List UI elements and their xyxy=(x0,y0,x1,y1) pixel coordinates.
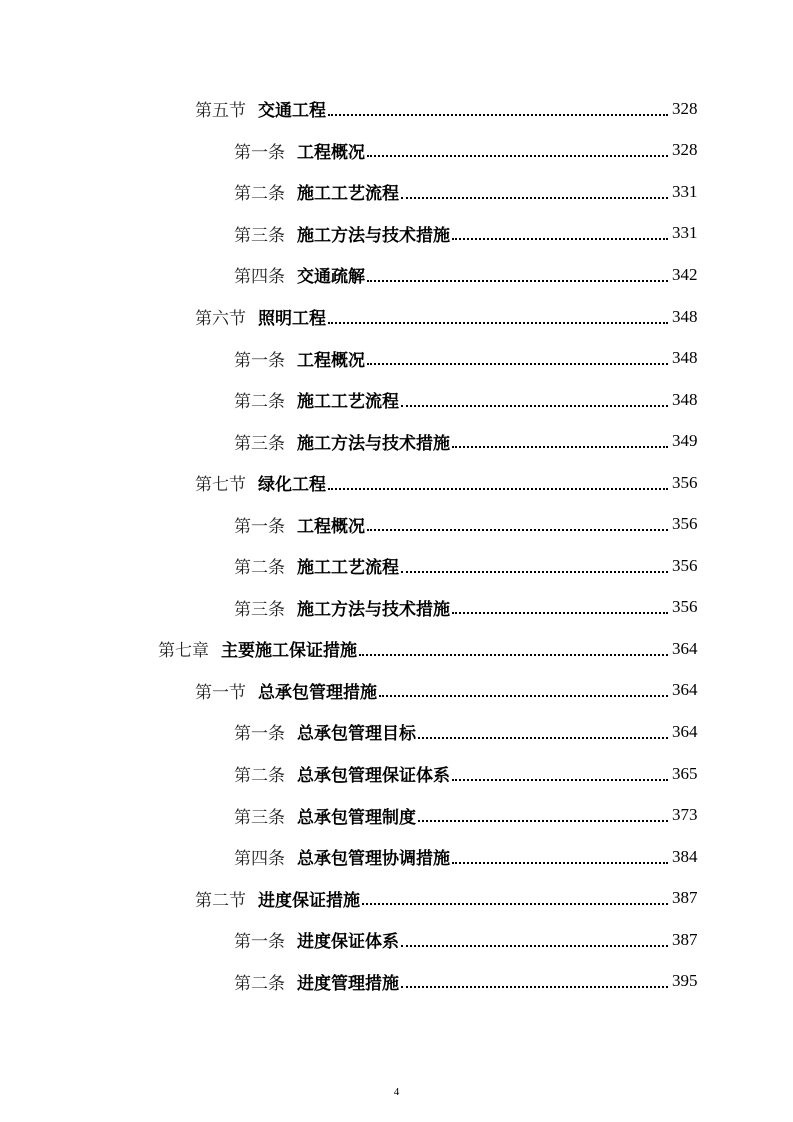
toc-entry-article[interactable] xyxy=(0,379,793,421)
toc-entry-label: 第二条 xyxy=(234,766,285,787)
page-number: 4 xyxy=(393,1086,400,1098)
toc-entry-label: 第三条 xyxy=(234,225,285,246)
toc-dot-leader xyxy=(401,986,668,988)
toc-dot-leader xyxy=(367,280,668,282)
toc-entry-label: 第四条 xyxy=(234,267,285,288)
toc-entry-article[interactable] xyxy=(0,503,793,545)
toc-entry-title: 进度保证措施 xyxy=(258,890,360,911)
toc-entry-label: 第一条 xyxy=(234,932,285,953)
toc-entry-title: 工程概况 xyxy=(297,142,365,163)
toc-entry-article[interactable] xyxy=(0,919,793,961)
toc-entry-article[interactable] xyxy=(0,794,793,836)
toc-entry-title: 总承包管理制度 xyxy=(297,807,416,828)
toc-entry-article[interactable] xyxy=(0,337,793,379)
toc-entry-title: 工程概况 xyxy=(297,350,365,371)
toc-entry-title: 交通疏解 xyxy=(297,267,365,288)
toc-entry-label: 第一节 xyxy=(195,682,246,703)
toc-entry-label: 第二条 xyxy=(234,392,285,413)
toc-dot-leader xyxy=(452,779,668,781)
toc-entry-article[interactable] xyxy=(0,545,793,587)
toc-entry-title: 交通工程 xyxy=(258,101,326,122)
toc-entry-label: 第一条 xyxy=(234,142,285,163)
toc-entry-page: 356 xyxy=(672,472,698,492)
toc-entry-label: 第二条 xyxy=(234,973,285,994)
toc-entry-label: 第二节 xyxy=(195,890,246,911)
toc-dot-leader xyxy=(401,197,668,199)
toc-entry-page: 328 xyxy=(672,98,698,118)
toc-dot-leader xyxy=(367,363,668,365)
toc-entry-page: 328 xyxy=(672,140,698,160)
toc-dot-leader xyxy=(401,571,668,573)
toc-entry-label: 第一条 xyxy=(234,350,285,371)
toc-entry-article[interactable] xyxy=(0,960,793,1002)
toc-entry-label: 第一条 xyxy=(234,724,285,745)
toc-entry-page: 364 xyxy=(672,638,698,658)
toc-entry-title: 施工方法与技术措施 xyxy=(297,433,450,454)
toc-entry-article[interactable] xyxy=(0,130,793,172)
toc-dot-leader xyxy=(328,322,668,324)
toc-entry-page: 373 xyxy=(672,805,698,825)
toc-entry-page: 364 xyxy=(672,680,698,700)
toc-dot-leader xyxy=(328,114,668,116)
toc-entry-page: 356 xyxy=(672,514,698,534)
toc-entry-page: 349 xyxy=(672,431,698,451)
toc-entry-title: 总承包管理保证体系 xyxy=(297,766,450,787)
toc-entry-title: 施工方法与技术措施 xyxy=(297,225,450,246)
toc-entry-section[interactable] xyxy=(0,462,793,504)
toc-entry-page: 356 xyxy=(672,555,698,575)
toc-entry-title: 施工方法与技术措施 xyxy=(297,599,450,620)
toc-entry-article[interactable] xyxy=(0,753,793,795)
toc-entry-label: 第四条 xyxy=(234,849,285,870)
toc-entry-page: 348 xyxy=(672,389,698,409)
toc-entry-section[interactable] xyxy=(0,296,793,338)
toc-entry-section[interactable] xyxy=(0,88,793,130)
toc-entry-article[interactable] xyxy=(0,711,793,753)
toc-dot-leader xyxy=(418,737,668,739)
toc-dot-leader xyxy=(452,862,668,864)
toc-entry-article[interactable] xyxy=(0,836,793,878)
toc-entry-label: 第三条 xyxy=(234,599,285,620)
toc-entry-page: 348 xyxy=(672,348,698,368)
toc-entry-label: 第六节 xyxy=(195,309,246,329)
toc-entry-title: 进度保证体系 xyxy=(297,932,399,953)
toc-dot-leader xyxy=(418,820,668,822)
toc-entry-page: 395 xyxy=(672,971,698,991)
toc-entry-page: 356 xyxy=(672,597,698,617)
toc-entry-page: 387 xyxy=(672,888,698,908)
toc-entry-article[interactable] xyxy=(0,587,793,629)
toc-entry-article[interactable] xyxy=(0,420,793,462)
toc-entry-label: 第七节 xyxy=(195,475,246,496)
toc-dot-leader xyxy=(379,695,668,697)
toc-entry-title: 施工工艺流程 xyxy=(297,184,399,205)
toc-entry-chapter[interactable] xyxy=(0,628,793,670)
toc-dot-leader xyxy=(362,903,668,905)
toc-entry-title: 总承包管理目标 xyxy=(297,724,416,745)
toc-dot-leader xyxy=(452,612,668,614)
toc-entry-label: 第三条 xyxy=(234,807,285,828)
toc-entry-article[interactable] xyxy=(0,171,793,213)
toc-dot-leader xyxy=(452,446,668,448)
toc-entry-title: 总承包管理协调措施 xyxy=(297,849,450,870)
toc-entry-title: 施工工艺流程 xyxy=(297,558,399,579)
toc-entry-article[interactable] xyxy=(0,213,793,255)
toc-dot-leader xyxy=(401,945,668,947)
toc-entry-label: 第二条 xyxy=(234,558,285,579)
toc-entry-page: 384 xyxy=(672,846,698,866)
toc-entry-title: 进度管理措施 xyxy=(297,973,399,994)
toc-entry-label: 第三条 xyxy=(234,433,285,454)
toc-entry-page: 348 xyxy=(672,306,698,326)
toc-entry-title: 照明工程 xyxy=(258,309,326,329)
toc-entry-label: 第一条 xyxy=(234,516,285,537)
toc-dot-leader xyxy=(401,405,668,407)
toc-entry-article[interactable] xyxy=(0,254,793,296)
toc-entry-section[interactable] xyxy=(0,670,793,712)
toc-dot-leader xyxy=(367,155,668,157)
toc-entry-page: 365 xyxy=(672,763,698,783)
toc-entry-label: 第二条 xyxy=(234,184,285,205)
toc-entry-section[interactable] xyxy=(0,877,793,919)
toc-dot-leader xyxy=(359,654,668,656)
toc-entry-page: 331 xyxy=(672,181,698,201)
toc-entry-title: 总承包管理措施 xyxy=(258,682,377,703)
toc-entry-page: 387 xyxy=(672,929,698,949)
toc-entry-title: 施工工艺流程 xyxy=(297,392,399,413)
toc-dot-leader xyxy=(328,488,668,490)
toc-entry-label: 第五节 xyxy=(195,101,246,122)
toc-entry-page: 364 xyxy=(672,721,698,741)
table-of-contents xyxy=(0,88,793,1002)
toc-entry-title: 绿化工程 xyxy=(258,475,326,496)
toc-dot-leader xyxy=(367,529,668,531)
toc-entry-page: 342 xyxy=(672,264,698,284)
toc-entry-page: 331 xyxy=(672,223,698,243)
toc-entry-title: 主要施工保证措施 xyxy=(221,641,357,662)
toc-entry-title: 工程概况 xyxy=(297,516,365,537)
toc-entry-label: 第七章 xyxy=(158,641,209,662)
toc-dot-leader xyxy=(452,238,668,240)
